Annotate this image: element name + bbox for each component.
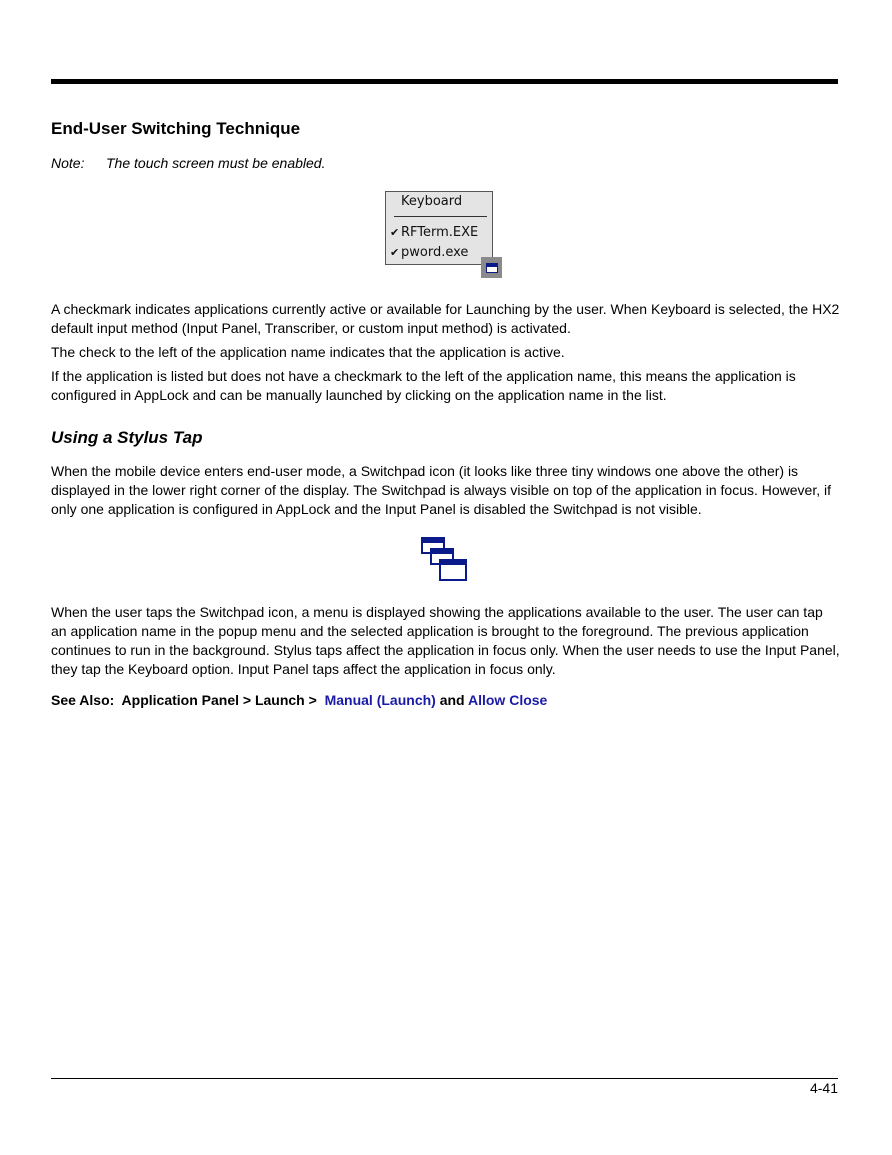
note-text: The touch screen must be enabled. [106, 155, 326, 171]
see-also-prefix: See Also: Application Panel > Launch > [51, 692, 325, 708]
menu-item-label: RFTerm.EXE [401, 225, 479, 240]
paragraph-not-checked: If the application is listed but does not have a checkmark to the left of the application name, this means the application is configured in AppLock and can be manually launched by clicking on the application name in the list. [51, 368, 796, 403]
window-icon [439, 559, 467, 581]
link-allow-close[interactable]: Allow Close [467, 692, 548, 708]
paragraph-taps: When the user taps the Switchpad icon, a menu is displayed showing the applications available to the user. The user can tap an application name in the popup menu and the selected application is brought to the foreground. The previous application continues to run in the background. Stylus taps affect the application in focus only. When the user needs to use the Input Panel, they tap the Keyboard option. Input Panel taps affect the application in focus only. [51, 604, 840, 677]
paragraph-end-user-mode: When the mobile device enters end-user mode, a Switchpad icon (it looks like three tiny windows one above the other) is displayed in the lower right corner of the display. The Switchpad is always visible on top of the application in focus. However, if only one application is configured in AppLock and the Input Panel is disabled the Switchpad is not visible. [51, 463, 832, 517]
subsection-title: Using a Stylus Tap [51, 428, 203, 447]
menu-separator [394, 216, 487, 217]
switchpad-corner-icon[interactable] [481, 257, 502, 278]
note [51, 155, 325, 171]
menu-item-rfterm[interactable] [390, 225, 478, 240]
paragraph-check-left: The check to the left of the application name indicates that the application is active. [51, 344, 565, 360]
menu-item-label: pword.exe [401, 245, 469, 260]
bottom-rule [51, 1078, 838, 1079]
note-label: Note: [51, 155, 85, 171]
link-manual-launch[interactable]: Manual (Launch) [324, 692, 436, 708]
keyboard-popup-menu [385, 191, 493, 265]
page-number: 4-41 [809, 1080, 838, 1096]
paragraph-checkmark: A checkmark indicates applications currently active or available for Launching by the user. When Keyboard is selected, the HX2 default input method (Input Panel, Transcriber, or custom input method) is activated. [51, 301, 840, 336]
section-title: End-User Switching Technique [51, 119, 301, 138]
see-also-joiner: and [435, 692, 468, 708]
menu-item-pword[interactable] [390, 245, 468, 260]
switchpad-icon [421, 537, 468, 584]
top-rule [51, 79, 838, 84]
checkmark-icon: ✔ [390, 226, 400, 239]
menu-item-keyboard[interactable]: Keyboard [401, 194, 463, 209]
see-also [51, 692, 547, 708]
checkmark-icon: ✔ [390, 246, 400, 259]
window-icon [486, 263, 498, 273]
